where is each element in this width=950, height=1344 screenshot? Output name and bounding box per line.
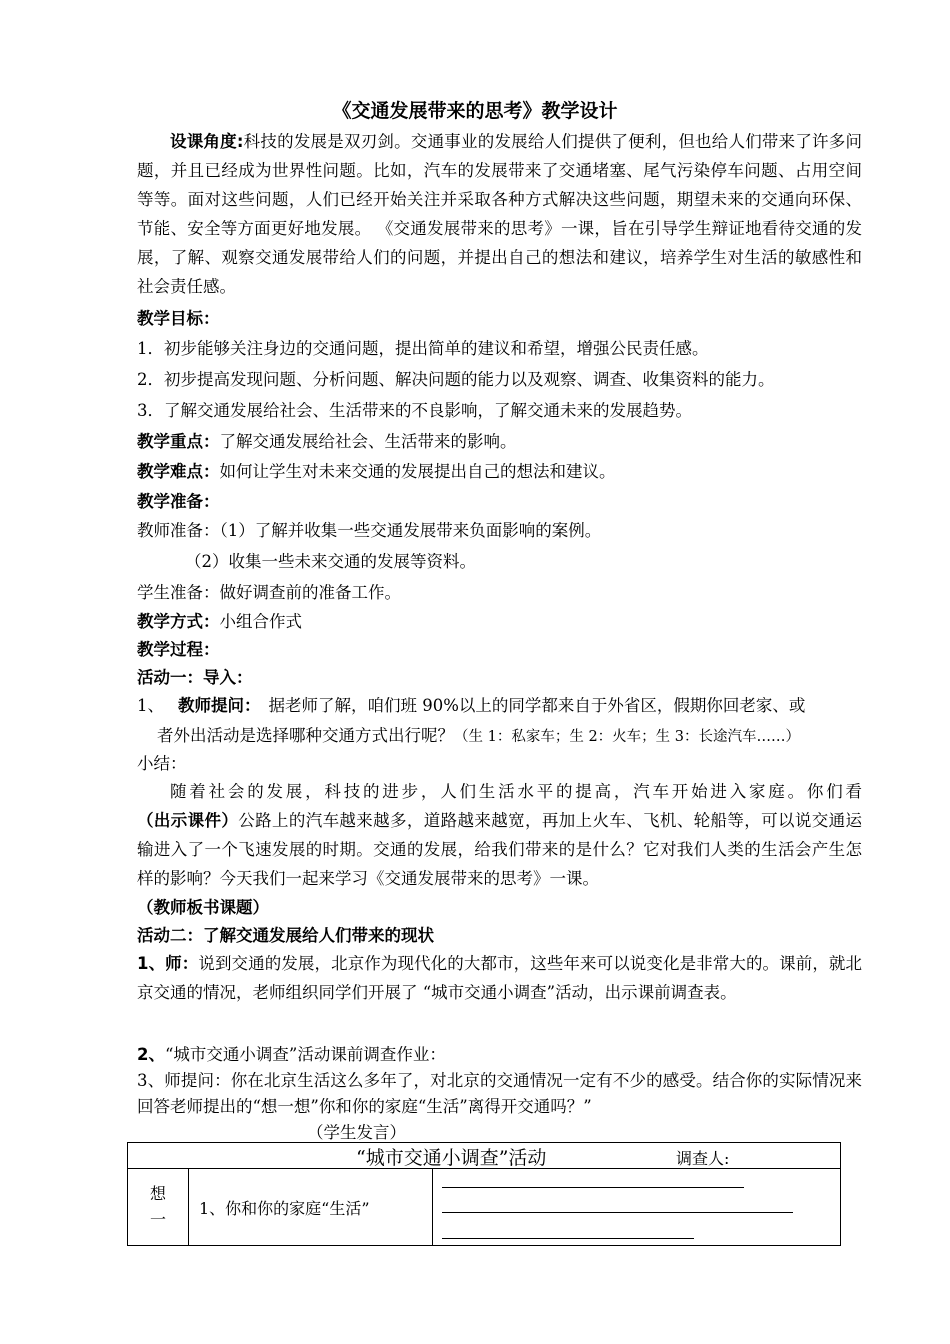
- answer-cell[interactable]: [433, 1169, 841, 1246]
- think-label-cell: [128, 1169, 189, 1246]
- activity2-item1-label: 1、师：: [137, 954, 199, 973]
- summary-courseware: （出示课件）: [137, 811, 239, 830]
- answer-line: [442, 1238, 694, 1239]
- difficulty-label: 教学难点：: [137, 462, 220, 481]
- activity2-item1: [137, 949, 862, 1007]
- key-point: [137, 428, 862, 452]
- activity2-heading: 活动二：了解交通发展给人们带来的现状: [137, 926, 434, 945]
- investigator-label: 调查人:: [676, 1149, 730, 1168]
- document-title: 《交通发展带来的思考》教学设计: [332, 100, 618, 122]
- question-cell: 1、你和你的家庭“生活”: [189, 1169, 433, 1246]
- teaching-method: [137, 608, 862, 632]
- objective-item: 3．了解交通发展给社会、生活带来的不良影响，了解交通未来的发展趋势。: [137, 401, 692, 420]
- answer-line: [442, 1187, 744, 1188]
- activity2-item2-number: 2、: [137, 1045, 165, 1064]
- survey-table: [127, 1142, 841, 1246]
- question-text-2: 者外出活动是选择哪种交通方式出行呢？: [157, 726, 454, 745]
- survey-row: [128, 1169, 841, 1246]
- think-label-2: 一: [149, 1210, 166, 1229]
- survey-title-row: [128, 1143, 841, 1169]
- objectives-heading: 教学目标：: [137, 309, 220, 328]
- activity2-item3-text: 3、师提问：你在北京生活这么多年了，对北京的交通情况一定有不少的感受。结合你的实际情况来回答老师提出的“想一想”你和你的家庭“生活”离得开交通吗？”: [137, 1071, 862, 1116]
- objective-item: 2．初步提高发现问题、分析问题、解决问题的能力以及观察、调查、收集资料的能力。: [137, 370, 775, 389]
- summary-pre: 随着社会的发展，科技的进步，人们生活水平的提高，汽车开始进入家庭。你们看: [170, 782, 862, 801]
- teacher-preparation-2: （2）收集一些未来交通的发展等资料。: [185, 552, 476, 571]
- survey-title: “城市交通小调查”活动: [356, 1147, 547, 1169]
- activity2-item2: [137, 1041, 862, 1065]
- activity1-question-line2: [157, 722, 882, 746]
- method-label: 教学方式：: [137, 612, 220, 631]
- activity2-item1-text: 说到交通的发展，北京作为现代化的大都市，这些年来可以说变化是非常大的。课前，就北京交通的情况，老师组织同学们开展了 “城市交通小调查”活动，出示课前调查表。: [137, 954, 863, 1002]
- method-text: 小组合作式: [219, 612, 302, 631]
- key-point-text: 了解交通发展给社会、生活带来的影响。: [219, 432, 517, 451]
- activity1-heading: 活动一：导入：: [137, 668, 253, 687]
- think-label-1: 想: [149, 1184, 166, 1203]
- answer-line: [442, 1212, 793, 1213]
- activity1-question-line1: [137, 692, 862, 716]
- student-speak-note: （学生发言）: [307, 1123, 406, 1142]
- difficulty: [137, 458, 862, 482]
- intro-paragraph: [137, 127, 862, 301]
- summary-post: 公路上的汽车越来越多，道路越来越宽，再加上火车、飞机、轮船等，可以说交通运输进入了一个飞速发展的时期。交通的发展，给我们带来的是什么？它对我们人类的生活会产生怎样的影响？今天我们一起来学习《交通发展带来的思考》一课。: [137, 811, 863, 888]
- survey-title-cell: [128, 1143, 841, 1169]
- intro-text: 科技的发展是双刃剑。交通事业的发展给人们提供了便利，但也给人们带来了许多问题，并且已经成为世界性问题。比如，汽车的发展带来了交通堵塞、尾气污染停车问题、占用空间等等。面对这些问题，人们已经开始关注并采取各种方式解决这些问题，期望未来的交通向环保、节能、安全等方面更好地发展。 《交通发展带来的思考》一课，旨在引导学生辩证地看待交通的发展，了解、观察交通发展带给人们的问题，并提出自己的想法和建议，培养学生对生活的敏感性和社会责任感。: [137, 132, 862, 296]
- preparation-heading: 教学准备：: [137, 492, 220, 511]
- activity2-item2-text: “城市交通小调查”活动课前调查作业：: [164, 1045, 446, 1064]
- teacher-preparation-1: 教师准备：（1）了解并收集一些交通发展带来负面影响的案例。: [137, 521, 602, 540]
- activity2-item1-paragraph: [137, 949, 862, 1007]
- board-title-note: （教师板书课题）: [137, 898, 269, 917]
- difficulty-text: 如何让学生对未来交通的发展提出自己的想法和建议。: [219, 462, 616, 481]
- objective-item: 1．初步能够关注身边的交通问题，提出简单的建议和希望，增强公民责任感。: [137, 339, 709, 358]
- question-label: 教师提问：: [178, 696, 261, 715]
- process-heading: 教学过程：: [137, 640, 220, 659]
- summary-label: 小结：: [137, 754, 187, 773]
- summary-paragraph: [137, 777, 862, 893]
- question-number: 1、: [137, 696, 164, 715]
- question-text-1: 据老师了解，咱们班 90%以上的同学都来自于外省区，假期你回老家、或: [268, 696, 806, 715]
- key-point-label: 教学重点：: [137, 432, 220, 451]
- student-preparation: 学生准备：做好调查前的准备工作。: [137, 583, 401, 602]
- summary-section: [137, 777, 862, 922]
- intro-label: 设课角度:: [170, 132, 244, 151]
- activity2-item3: [137, 1068, 862, 1120]
- intro-section: [137, 127, 862, 301]
- student-answers: （生 1：私家车；生 2：火车；生 3：长途汽车……）: [454, 729, 801, 745]
